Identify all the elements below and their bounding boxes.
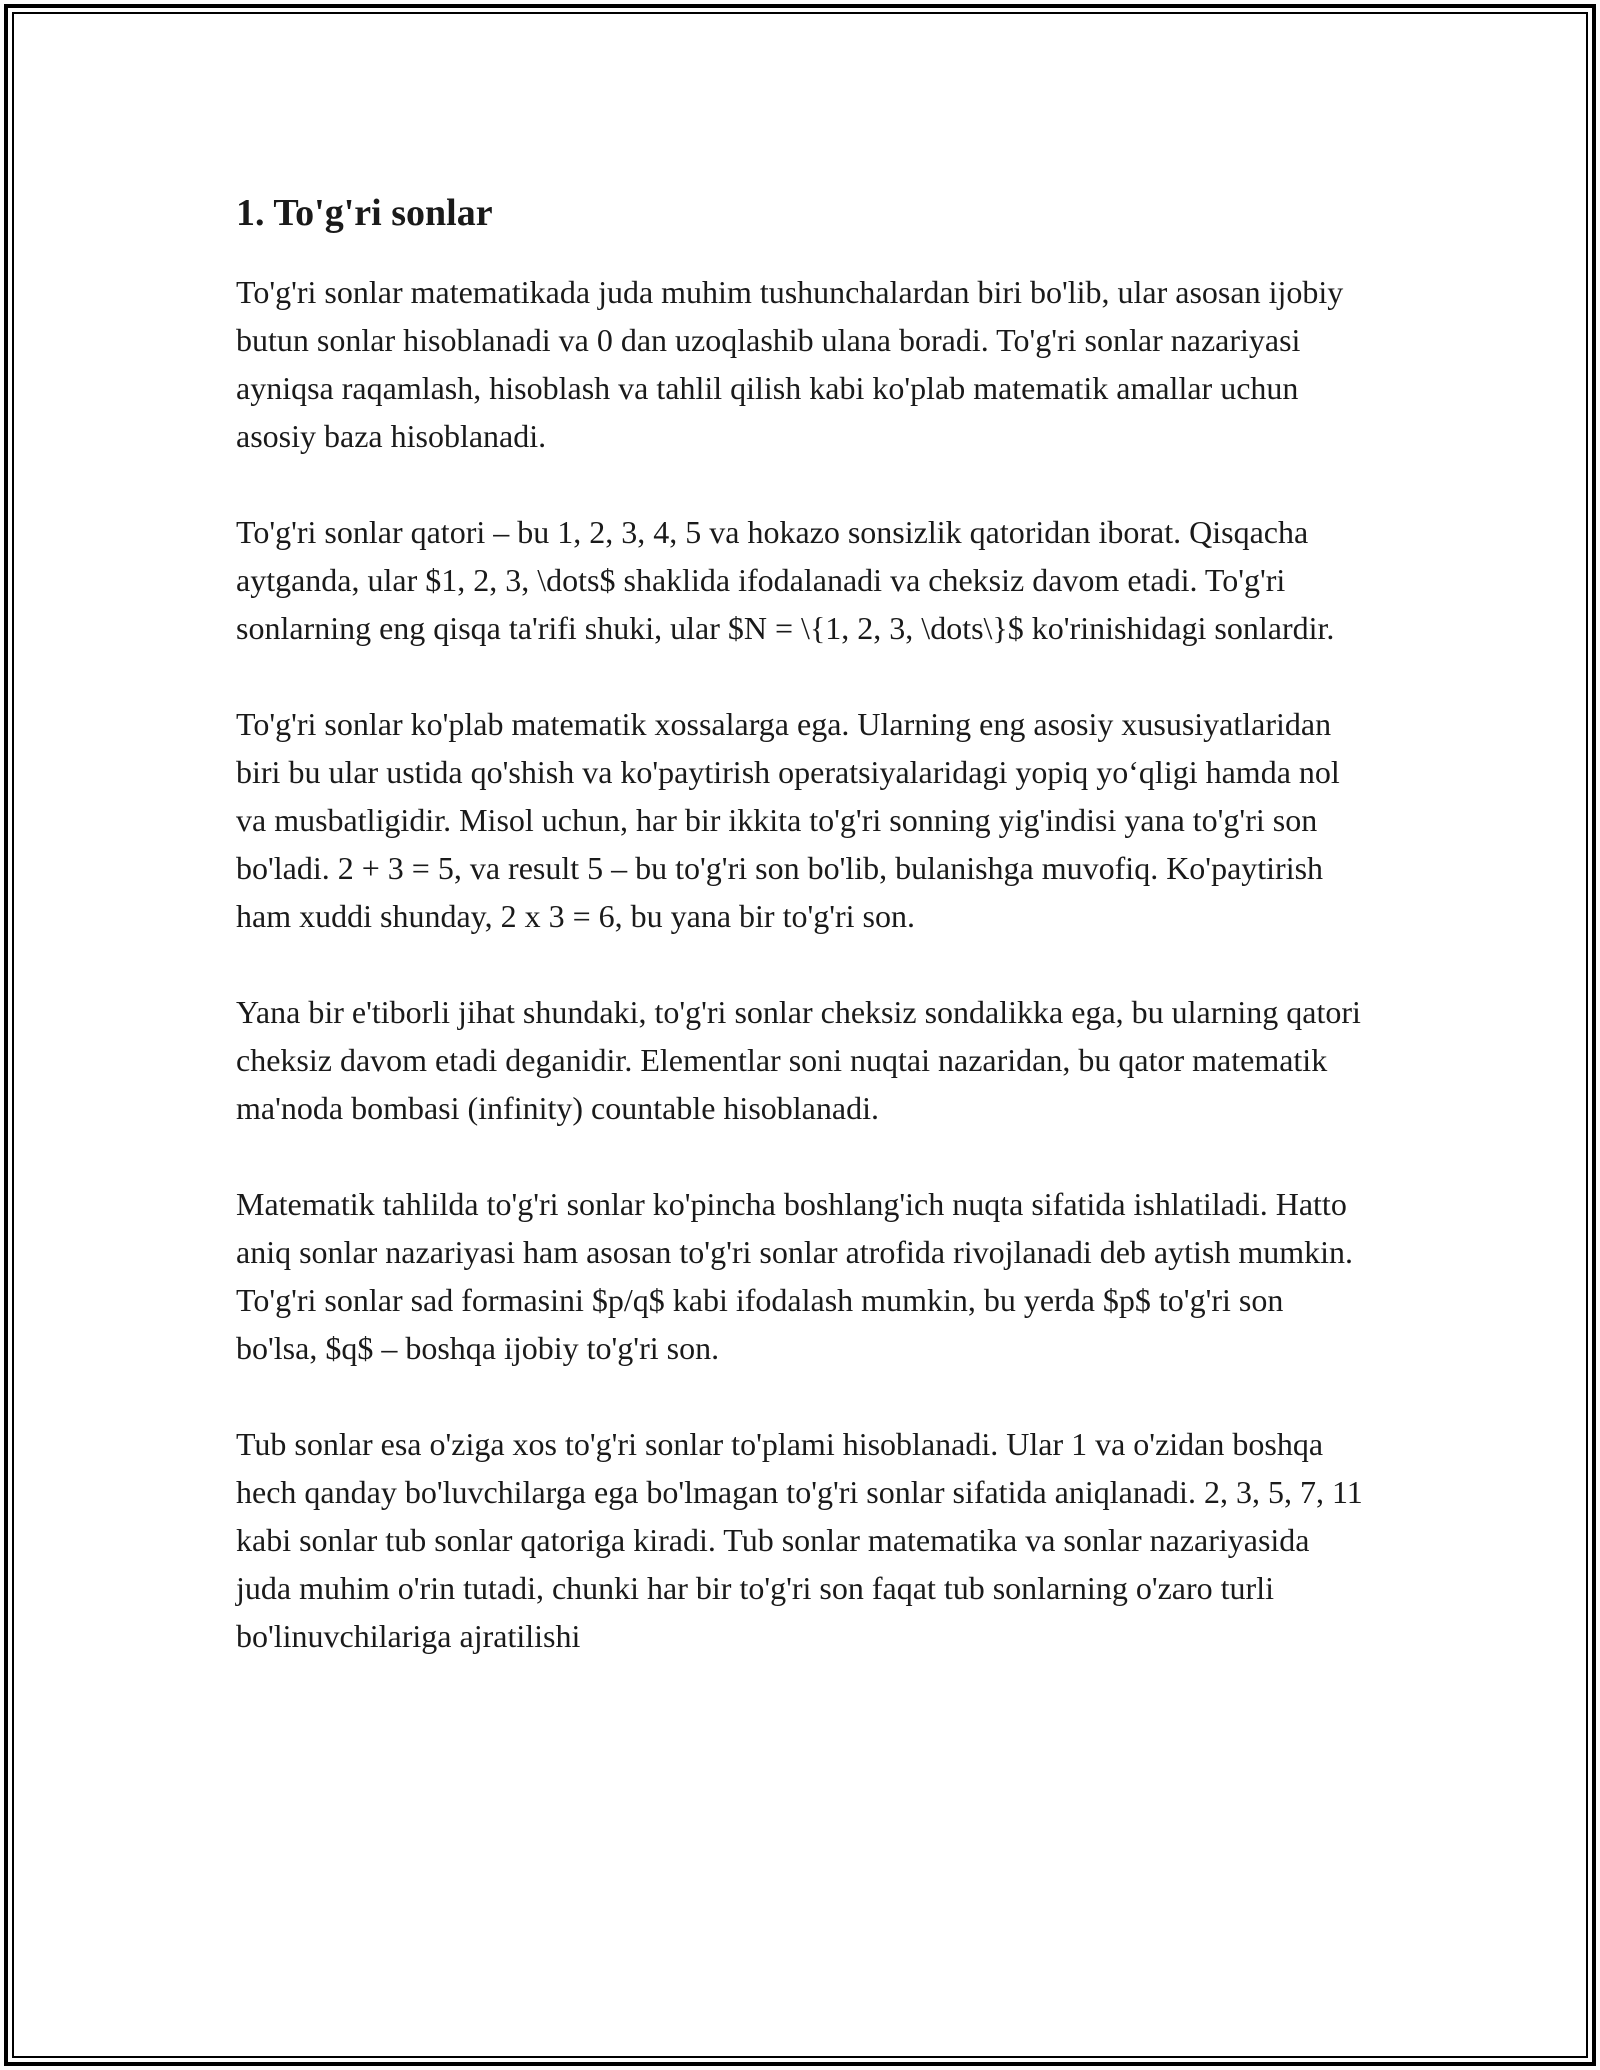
paragraph-primes: Tub sonlar esa o'ziga xos to'g'ri sonlar to'plami hisoblanadi. Ular 1 va o'zidan boshqa hech qanday bo'luvchilarga ega bo'lmagan to'g'ri sonlar sifatida aniqlanadi. 2, 3, 5, 7, 11 kabi sonlar tub sonlar qatoriga kiradi. Tub sonlar matematika va sonlar nazariyasida juda muhim o'rin tutadi, chunki har bir to'g'ri son faqat tub sonlarning o'zaro turli bo'linuvchilariga ajratilishi xyxy=(236,1426,1363,1654)
paragraph-intro: To'g'ri sonlar matematikada juda muhim tushunchalardan biri bo'lib, ular asosan ijobiy butun sonlar hisoblanadi va 0 dan uzoqlashib ulana boradi. To'g'ri sonlar nazariyasi ayniqsa raqamlash, hisoblash va tahlil qilish kabi ko'plab matematik amallar uchun asosiy baza hisoblanadi. xyxy=(236,274,1344,454)
paragraph-properties: To'g'ri sonlar ko'plab matematik xossalarga ega. Ularning eng asosiy xususiyatlaridan biri bu ular ustida qo'shish va ko'paytirish operatsiyalaridagi yopiq yo‘qligi hamda nol va musbatligidir. Misol uchun, har bir ikkita to'g'ri sonning yig'indisi yana to'g'ri son bo'ladi. 2 + 3 = 5, va result 5 – bu to'g'ri son bo'lib, bulanishga muvofiq. Ko'paytirish ham xuddi shunday, 2 x 3 = 6, bu yana bir to'g'ri son. xyxy=(236,706,1340,934)
paragraph-analysis: Matematik tahlilda to'g'ri sonlar ko'pincha boshlang'ich nuqta sifatida ishlatiladi. Hatto aniq sonlar nazariyasi ham asosan to'g'ri sonlar atrofida rivojlanadi deb aytish mumkin. To'g'ri sonlar sad formasini $p/q$ kabi ifodalash mumkin, bu yerda $p$ to'g'ri son bo'lsa, $q$ – boshqa ijobiy to'g'ri son. xyxy=(236,1186,1354,1366)
paragraph-sequence: To'g'ri sonlar qatori – bu 1, 2, 3, 4, 5 va hokazo sonsizlik qatoridan iborat. Qisqacha aytganda, ular $1, 2, 3, \dots$ shaklida ifodalanadi va cheksiz davom etadi. To'g'ri sonlarning eng qisqa ta'rifi shuki, ular $N = \{1, 2, 3, \dots\}$ ko'rinishidagi sonlardir. xyxy=(236,514,1335,646)
document-body xyxy=(236,186,1366,1708)
paragraph-infinity: Yana bir e'tiborli jihat shundaki, to'g'ri sonlar cheksiz sondalikka ega, bu ularning qatori cheksiz davom etadi deganidir. Elementlar soni nuqtai nazaridan, bu qator matematik ma'noda bombasi (infinity) countable hisoblanadi. xyxy=(236,994,1361,1126)
section-heading: 1. To'g'ri sonlar xyxy=(236,192,493,234)
